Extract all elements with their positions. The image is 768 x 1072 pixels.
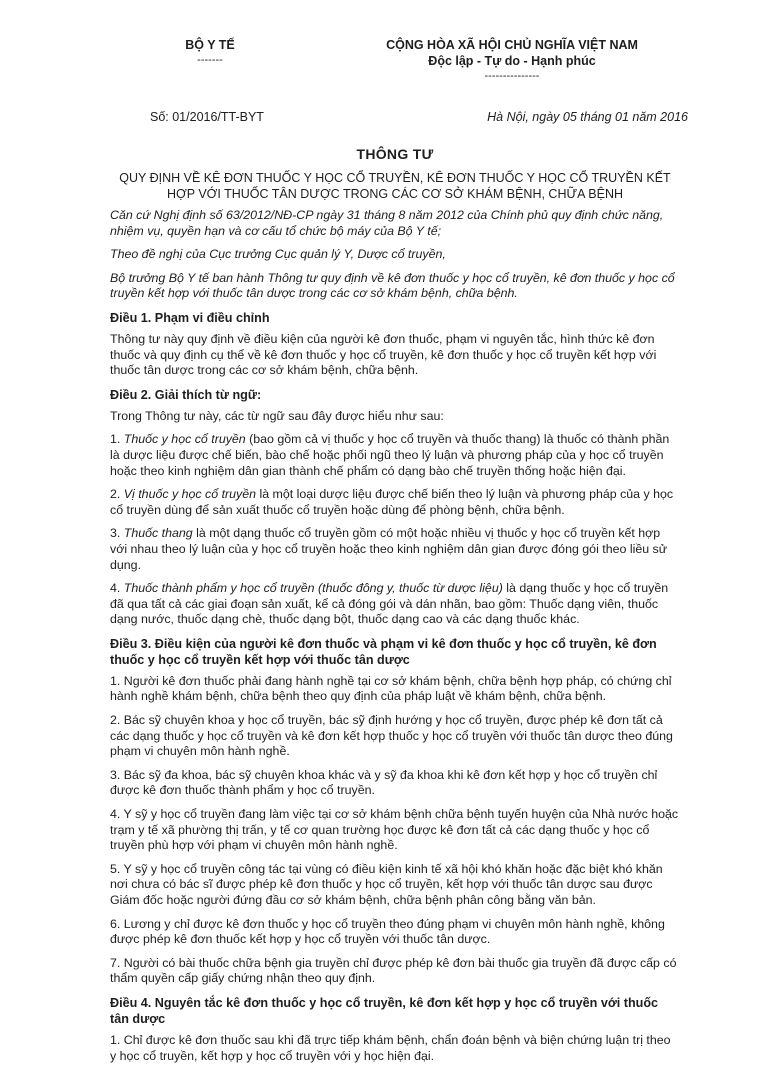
document-title: THÔNG TƯ [356, 146, 434, 162]
article-3-item: 2. Bác sỹ chuyên khoa y học cổ truyền, bác sỹ định hướng y học cổ truyền, được phép kê đơn tất cả các dạng thuốc y học cổ truyền và kê đơn kết hợp thuốc y học cổ truyền với thuốc tân dược theo đúng phạm vi chuyên môn hành nghề. [110, 713, 673, 759]
item-number: 2. [110, 487, 124, 502]
item-term: Vị thuốc y học cổ truyền [123, 487, 257, 502]
item-number: 1. [110, 432, 124, 447]
item-definition: là một loại dược liệu được chế biến theo lý luận và phương pháp của y học cổ truyền dùng để sản xuất thuốc cổ truyền hoặc dùng để phòng bệnh, chữa bệnh. [110, 487, 674, 517]
item-number: 4. [110, 581, 124, 596]
document-number: Số: 01/2016/TT-BYT [150, 110, 264, 124]
article-2-item [110, 581, 680, 628]
motto-divider: --------------- [484, 70, 540, 82]
article-3-item: 1. Người kê đơn thuốc phải đang hành nghề tại cơ sở khám bệnh, chữa bệnh hợp pháp, có chứng chỉ hành nghề khám bệnh, chữa bệnh theo quy định của pháp luật về khám bệnh, chữa bệnh. [110, 673, 672, 704]
item-definition: là một dạng thuốc cổ truyền gồm có một hoặc nhiều vị thuốc y học cổ truyền kết hợp với nhau theo lý luận của y học cổ truyền hoặc theo kinh nghiệm dân gian được đóng gói theo liều sử dụng. [110, 526, 668, 572]
ministry-name: BỘ Y TẾ [185, 38, 235, 52]
article-1-text: Thông tư này quy định về điều kiện của người kê đơn thuốc, phạm vi nguyên tắc, hình thức kê đơn thuốc và quy định cụ thể về kê đơn thuốc y học cổ truyền, kê đơn thuốc y học cổ truyền kết hợp với thuốc tân dược trong các cơ sở khám bệnh, chữa bệnh. [110, 331, 657, 378]
article-3-heading: Điều 3. Điều kiện của người kê đơn thuốc và phạm vi kê đơn thuốc y học cổ truyền, kê đơn thuốc y học cổ truyền kết hợp với thuốc tân dược [110, 636, 657, 667]
preamble-proposal: Theo đề nghị của Cục trưởng Cục quản lý Y, Dược cổ truyền, [110, 247, 446, 262]
national-motto: Độc lập - Tự do - Hạnh phúc [428, 54, 596, 68]
preamble-legal-basis: Căn cứ Nghị định số 63/2012/NĐ-CP ngày 31 tháng 8 năm 2012 của Chính phủ quy định chức năng, nhiệm vụ, quyền hạn và cơ cấu tổ chức bộ máy của Bộ Y tế; [110, 208, 664, 238]
article-2-heading: Điều 2. Giải thích từ ngữ: [110, 387, 262, 402]
item-term: Thuốc thành phẩm y học cổ truyền (thuốc đông y, thuốc từ dược liệu) [123, 581, 503, 596]
article-1-heading: Điều 1. Phạm vi điều chỉnh [110, 310, 270, 325]
article-2-intro: Trong Thông tư này, các từ ngữ sau đây được hiểu như sau: [110, 408, 444, 423]
document-page [110, 34, 688, 1072]
item-definition: là dạng thuốc y học cổ truyền đã qua tất cả các giai đoạn sản xuất, kể cả đóng gói và dán nhãn, bao gồm: Thuốc dạng viên, thuốc dạng nước, thuốc dạng chè, thuốc dạng bột, thuốc dạng cao và các dạng thuốc khác. [110, 581, 669, 627]
article-3-item: 5. Y sỹ y học cổ truyền công tác tại vùng có điều kiện kinh tế xã hội khó khăn hoặc đặc biệt khó khăn nơi chưa có bác sĩ được phép kê đơn thuốc y học cổ truyền, kết hợp với thuốc tân dược sau được Giám đốc hoặc người đứng đầu cơ sở khám bệnh, chữa bệnh phân công bằng văn bản. [110, 861, 663, 907]
item-number: 3. [110, 526, 124, 541]
article-2-item [110, 526, 680, 573]
article-2-item [110, 432, 680, 479]
article-4-heading: Điều 4. Nguyên tắc kê đơn thuốc y học cổ truyền, kê đơn kết hợp y học cổ truyền với thuốc tân dược [110, 995, 659, 1026]
item-term: Thuốc thang [123, 526, 193, 541]
article-3-item: 4. Y sỹ y học cổ truyền đang làm việc tại cơ sở khám bệnh chữa bệnh tuyến huyện của Nhà nước hoặc trạm y tế xã phường thị trấn, y tế cơ quan trường học được kê đơn tất cả các dạng thuốc y học cổ truyền phù hợp với phạm vi chuyên môn hành nghề. [110, 807, 679, 853]
document-header [110, 34, 680, 110]
document-number-line [110, 110, 688, 138]
preamble-issuance: Bộ trưởng Bộ Y tế ban hành Thông tư quy định về kê đơn thuốc y học cổ truyền, kê đơn thuốc y học cổ truyền kết hợp với thuốc tân dược trong các cơ sở khám bệnh, chữa bệnh. [110, 270, 675, 301]
place-date: Hà Nội, ngày 05 tháng 01 năm 2016 [487, 110, 688, 124]
item-definition: (bao gồm cả vị thuốc y học cổ truyền và thuốc thang) là thuốc có thành phần là dược liệu được chế biến, bào chế hoặc phối ngũ theo lý luận và phương pháp của y học cổ truyền hoặc theo kinh nghiệm dân gian thành chế phẩm có dạng bào chế truyền thống hoặc hiện đại. [110, 432, 670, 478]
article-4-item: 1. Chỉ được kê đơn thuốc sau khi đã trực tiếp khám bệnh, chẩn đoán bệnh và biện chứng luận trị theo y học cổ truyền, kết hợp y học cổ truyền với y học hiện đại. [110, 1032, 671, 1063]
item-term: Thuốc y học cổ truyền [123, 432, 246, 447]
article-2-item [110, 487, 680, 518]
ministry-divider: ------- [197, 54, 223, 66]
document-subtitle: QUY ĐỊNH VỀ KÊ ĐƠN THUỐC Y HỌC CỔ TRUYỀN, KÊ ĐƠN THUỐC Y HỌC CỔ TRUYỀN KẾT HỢP VỚI THUỐC TÂN DƯỢC TRONG CÁC CƠ SỞ KHÁM BỆNH, CHỮA BỆNH [119, 171, 671, 201]
article-3-item: 3. Bác sỹ đa khoa, bác sỹ chuyên khoa khác và y sỹ đa khoa khi kê đơn kết hợp y học cổ truyền chỉ được kê đơn thuốc thành phẩm y học cổ truyền. [110, 767, 658, 798]
article-3-item: 6. Lương y chỉ được kê đơn thuốc y học cổ truyền theo đúng phạm vi chuyên môn hành nghề, không được phép kê đơn thuốc kết hợp y học cổ truyền với thuốc tân dược. [110, 916, 665, 947]
article-3-item: 7. Người có bài thuốc chữa bệnh gia truyền chỉ được phép kê đơn bài thuốc gia truyền đã được cấp có thẩm quyền cấp giấy chứng nhận theo quy định. [110, 955, 677, 986]
country-name: CỘNG HÒA XÃ HỘI CHỦ NGHĨA VIỆT NAM [386, 38, 638, 52]
